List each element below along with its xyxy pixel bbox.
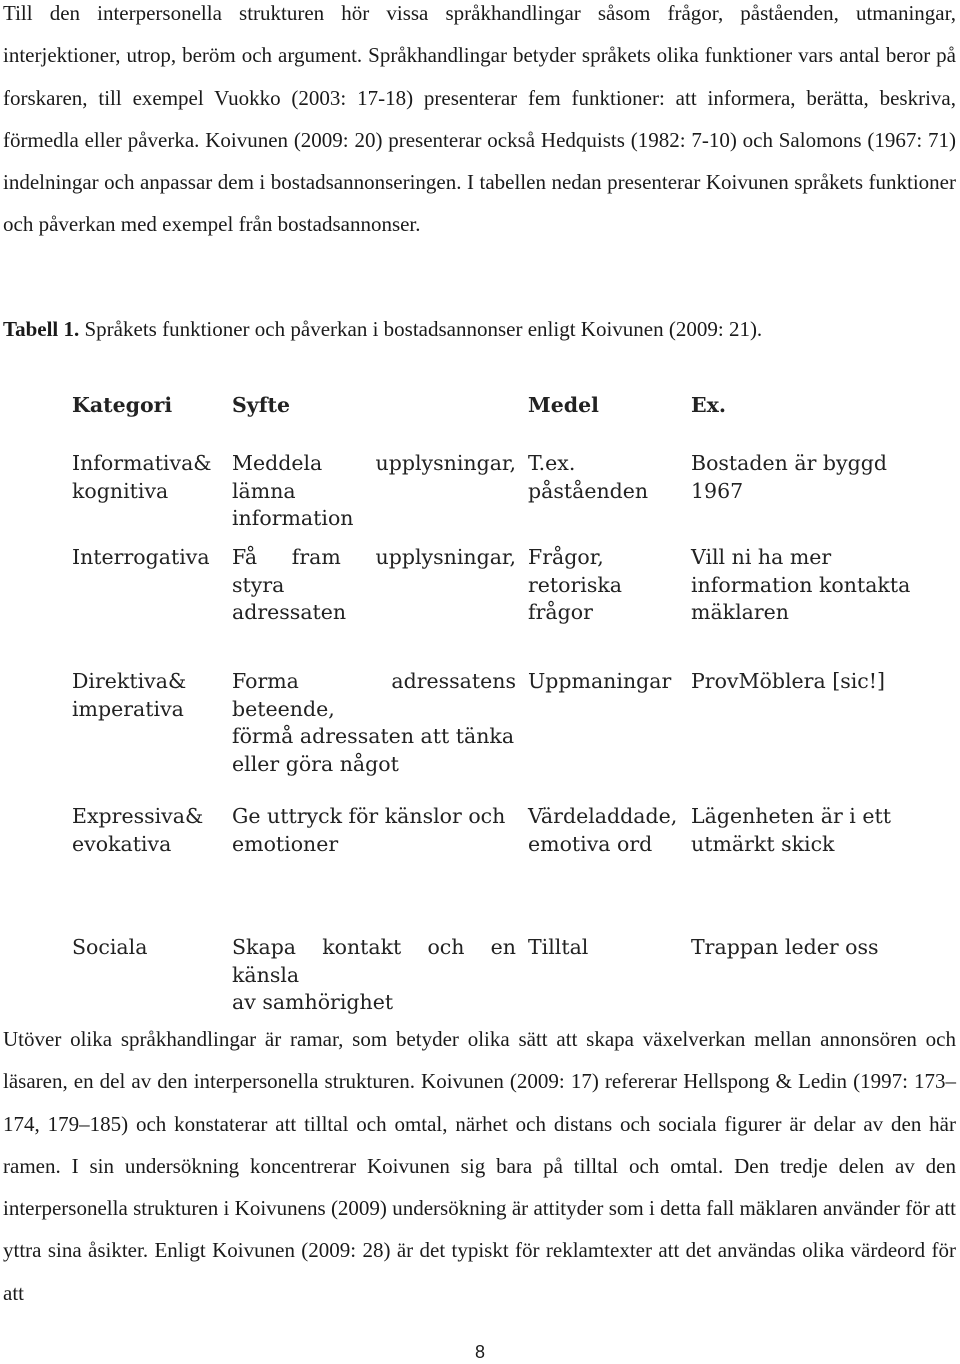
table-cell-ex: Vill ni ha mer information kontakta mäklaren	[691, 545, 911, 624]
table-cell-syfte: Meddela upplysningar, lämna information	[232, 451, 516, 530]
table-cell-syfte: Forma adressatens beteende, förmå adressaten att tänka eller göra något	[232, 669, 516, 776]
table-cell-kategori: Direktiva& imperativa	[72, 669, 187, 721]
table-header-kategori: Kategori	[72, 393, 173, 417]
table-cell-medel: T.ex. påståenden	[528, 451, 649, 503]
table-cell-syfte: Skapa kontakt och en känsla av samhörighet	[232, 935, 516, 1014]
table-cell-ex: ProvMöblera [sic!]	[691, 669, 885, 693]
table-cell-ex: Bostaden är byggd 1967	[691, 451, 887, 503]
table-caption-text: Språkets funktioner och påverkan i bostadsannonser enligt Koivunen (2009: 21).	[79, 317, 763, 341]
table-cell-syfte: Ge uttryck för känslor och emotioner	[232, 804, 506, 856]
table-cell-kategori: Expressiva& evokativa	[72, 804, 204, 856]
table-cell-medel: Värdeladdade, emotiva ord	[528, 804, 678, 856]
table-cell-ex: Lägenheten är i ett utmärkt skick	[691, 804, 891, 856]
table-caption	[3, 308, 956, 350]
table-cell-syfte: Få fram upplysningar, styra adressaten	[232, 545, 516, 624]
table-cell-kategori: Informativa& kognitiva	[72, 451, 212, 503]
table-cell-kategori: Sociala	[72, 935, 148, 959]
intro-paragraph: Till den interpersonella strukturen hör vissa språkhandlingar såsom frågor, påståenden, utmaningar, interjektioner, utrop, beröm och argument. Språkhandlingar betyder språkets olika funktioner vars antal beror på forskaren, till exempel Vuokko (2003: 17-18) presenterar fem funktioner: att informera, berätta, beskriva, förmedla eller påverka. Koivunen (2009: 20) presenterar också Hedquists (1982: 7-10) och Salomons (1967: 71) indelningar och anpassar dem i bostadsannonseringen. I tabellen nedan presenterar Koivunen språkets funktioner och påverkan med exempel från bostadsannonser.	[3, 1, 956, 237]
page-number: 8	[474, 1342, 485, 1362]
body-paragraph: Utöver olika språkhandlingar är ramar, som betyder olika sätt att skapa växelverkan mellan annonsören och läsaren, en del av den interpersonella strukturen. Koivunen (2009: 17) refererar Hellspong & Ledin (1997: 173–174, 179–185) och konstaterar att tilltal och omtal, närhet och distans och sociala figurer är delar av den här ramen. I sin undersökning koncentrerar Koivunen sig bara på tilltal och omtal. Den tredje delen av den interpersonella strukturen i Koivunens (2009) undersökning är attityder som i detta fall mäklaren använder för att yttra sina åsikter. Enligt Koivunen (2009: 28) är det typiskt för reklamtexter att det användas olika värdeord för att	[3, 1027, 956, 1305]
table-cell-kategori: Interrogativa	[72, 545, 210, 569]
table-cell-medel: Uppmaningar	[528, 669, 672, 693]
table-cell-medel: Frågor, retoriska frågor	[528, 545, 623, 624]
table-header-ex: Ex.	[691, 393, 726, 417]
table-cell-medel: Tilltal	[528, 935, 589, 959]
table-header-syfte: Syfte	[232, 393, 291, 417]
table-caption-label: Tabell 1.	[3, 317, 80, 341]
table-cell-ex: Trappan leder oss	[691, 935, 879, 959]
table-header-medel: Medel	[528, 393, 599, 417]
